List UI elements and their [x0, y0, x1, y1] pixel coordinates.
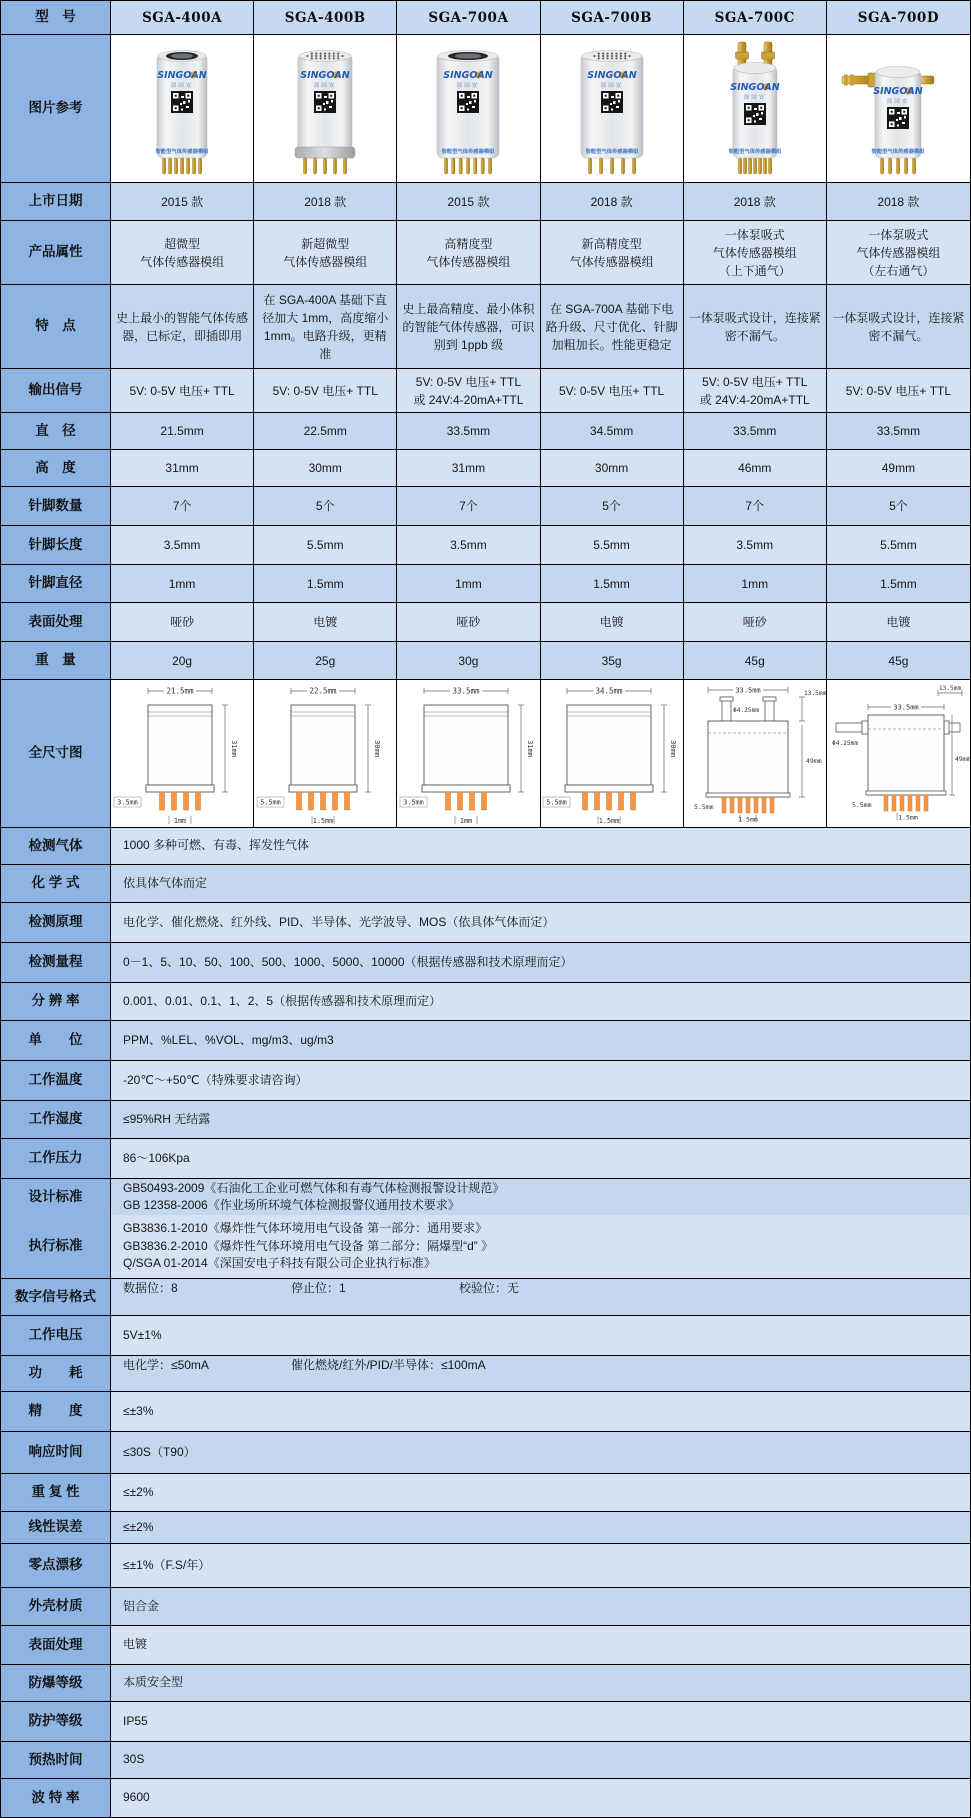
full-spec-row: [1, 903, 970, 943]
spec-value-cell: 电镀: [541, 603, 684, 641]
full-row-value: 数据位：8 停止位：1 校验位：无: [111, 1279, 970, 1315]
full-row-label: 响应时间: [1, 1432, 111, 1473]
full-row-value: ≤±2%: [111, 1474, 970, 1511]
svg-text:30mm: 30mm: [669, 739, 678, 757]
diagram-row-label: 全尺寸图: [1, 680, 111, 827]
full-row-value: 30S: [111, 1742, 970, 1778]
spec-row: [1, 285, 970, 369]
spec-value-cell: 21.5mm: [111, 413, 254, 449]
product-photo-cell: [541, 35, 684, 182]
spec-value-cell: 33.5mm: [684, 413, 827, 449]
full-row-value: 电化学：≤50mA 催化燃烧/红外/PID/半导体：≤100mA: [111, 1356, 970, 1391]
product-photo-SGA-700A: [402, 36, 534, 182]
svg-text:5.5mm: 5.5mm: [694, 802, 714, 811]
full-row-value: 电化学、催化燃烧、红外线、PID、半导体、光学波导、MOS（依具体气体而定）: [111, 903, 970, 942]
dimension-diagram-SGA-700B: [541, 681, 682, 827]
spec-row-label: 特 点: [1, 285, 111, 368]
full-row-label: 防护等级: [1, 1702, 111, 1741]
full-spec-row: [1, 1626, 970, 1665]
spec-row: [1, 450, 970, 487]
svg-text:3.5mm: 3.5mm: [116, 798, 138, 807]
spec-row-label: 上市日期: [1, 183, 111, 220]
svg-text:智能型气体传感器模组: 智能型气体传感器模组: [728, 148, 782, 155]
spec-row: [1, 642, 970, 680]
full-spec-row: [1, 943, 970, 983]
product-photo-cell: [397, 35, 540, 182]
dimension-diagram-SGA-700C: [684, 681, 825, 827]
spec-value-cell: 31mm: [397, 450, 540, 486]
full-spec-row: [1, 1392, 970, 1432]
full-row-value: ≤95%RH 无结露: [111, 1101, 970, 1138]
full-row-label: 零点漂移: [1, 1544, 111, 1587]
full-row-label: 单 位: [1, 1021, 111, 1060]
spec-value-cell: 5.5mm: [254, 526, 397, 564]
spec-value-cell: 高精度型 气体传感器模组: [397, 221, 540, 284]
svg-text:深国安: 深国安: [170, 82, 194, 89]
spec-value-cell: 5V: 0-5V 电压+ TTL: [111, 369, 254, 412]
spec-value-cell: 22.5mm: [254, 413, 397, 449]
spec-value-cell: 31mm: [111, 450, 254, 486]
spec-value-cell: 1.5mm: [541, 565, 684, 602]
full-row-value: ≤±2%: [111, 1512, 970, 1543]
svg-text:智能型气体传感器模组: 智能型气体传感器模组: [871, 148, 925, 155]
spec-value-cell: 超微型 气体传感器模组: [111, 221, 254, 284]
full-row-label: 化 学 式: [1, 865, 111, 902]
dimension-diagram-cell: [397, 680, 540, 827]
full-row-value: 0.001、0.01、0.1、1、2、5（根据传感器和技术原理而定）: [111, 983, 970, 1020]
spec-value-cell: 新高精度型 气体传感器模组: [541, 221, 684, 284]
full-row-value: IP55: [111, 1702, 970, 1741]
full-row-label: 线性误差: [1, 1512, 111, 1543]
spec-value-cell: 2018 款: [684, 183, 827, 220]
spec-value-cell: 哑砂: [684, 603, 827, 641]
product-photo-SGA-400A: [116, 36, 248, 182]
spec-value-cell: 史上最小的智能气体传感器，已标定，即插即用: [111, 285, 254, 368]
svg-text:13.5mm: 13.5mm: [938, 684, 962, 692]
full-row-label: 精 度: [1, 1392, 111, 1431]
svg-text:49mm: 49mm: [806, 756, 822, 765]
full-row-value: PPM、%LEL、%VOL、mg/m3、ug/m3: [111, 1021, 970, 1060]
spec-value-cell: 3.5mm: [111, 526, 254, 564]
svg-text:49mm: 49mm: [954, 754, 971, 763]
svg-text:智能型气体传感器模组: 智能型气体传感器模组: [585, 148, 639, 155]
full-spec-row: [1, 1512, 970, 1544]
svg-text:SINGOAN: SINGOAN: [586, 69, 637, 81]
spec-value-cell: 5个: [541, 487, 684, 525]
svg-text:22.5mm: 22.5mm: [309, 686, 337, 696]
full-spec-row: [1, 828, 970, 865]
full-row-value: 1000 多种可燃、有毒、挥发性气体: [111, 828, 970, 864]
spec-value-cell: 30g: [397, 642, 540, 679]
spec-value-cell: 1.5mm: [254, 565, 397, 602]
svg-text:智能型气体传感器模组: 智能型气体传感器模组: [155, 148, 209, 155]
full-row-label: 数字信号格式: [1, 1279, 111, 1315]
full-row-value: GB3836.1-2010《爆炸性气体环境用电气设备 第一部分：通用要求》 GB3836.2-2010《爆炸性气体环境用电气设备 第二部分：隔爆型“d” 》 Q/SGA 01-2014《深国安电子科技有限公司企业执行标准》: [111, 1215, 970, 1278]
spec-value-cell: 2018 款: [541, 183, 684, 220]
svg-text:13.5mm: 13.5mm: [804, 689, 827, 697]
svg-text:5.5mm: 5.5mm: [546, 798, 567, 807]
full-row-label: 工作压力: [1, 1139, 111, 1178]
spec-value-cell: 1mm: [397, 565, 540, 602]
full-spec-row: [1, 1474, 970, 1512]
spec-row-label: 直 径: [1, 413, 111, 449]
full-spec-row: [1, 1742, 970, 1779]
svg-text:34.5mm: 34.5mm: [595, 686, 623, 696]
product-photo-SGA-700D: [832, 36, 964, 182]
full-row-value: 0－1、5、10、50、100、500、1000、5000、10000（根据传感器和技术原理而定）: [111, 943, 970, 982]
full-row-label: 设计标准: [1, 1179, 111, 1216]
spec-value-cell: 1mm: [684, 565, 827, 602]
full-row-label: 工作温度: [1, 1061, 111, 1100]
spec-value-cell: 34.5mm: [541, 413, 684, 449]
full-row-value: GB50493-2009《石油化工企业可燃气体和有毒气体检测报警设计规范》 GB 12358-2006《作业场所环境气体检测报警仪通用技术要求》: [111, 1179, 970, 1216]
model-header-label: 型 号: [1, 1, 111, 34]
full-row-label: 工作湿度: [1, 1101, 111, 1138]
spec-value-cell: 新超微型 气体传感器模组: [254, 221, 397, 284]
spec-value-cell: 5V: 0-5V 电压+ TTL 或 24V:4-20mA+TTL: [684, 369, 827, 412]
full-spec-row: [1, 1215, 970, 1279]
spec-value-cell: 在 SGA-700A 基础下电路升级、尺寸优化、针脚加粗加长。性能更稳定: [541, 285, 684, 368]
svg-text:SINGOAN: SINGOAN: [300, 69, 350, 81]
svg-text:深国安: 深国安: [887, 98, 910, 105]
product-photo-cell: [684, 35, 827, 182]
spec-value-cell: 7个: [684, 487, 827, 525]
spec-value-cell: 5V: 0-5V 电压+ TTL: [254, 369, 397, 412]
model-name: SGA-400B: [254, 1, 397, 34]
svg-text:深国安: 深国安: [600, 82, 623, 89]
full-spec-row: [1, 1179, 970, 1215]
spec-row: [1, 487, 970, 526]
full-row-value: -20℃～+50℃（特殊要求请咨询）: [111, 1061, 970, 1100]
svg-text:33.5mm: 33.5mm: [452, 686, 480, 696]
full-row-value: 铝合金: [111, 1588, 970, 1625]
spec-value-cell: 45g: [827, 642, 970, 679]
full-spec-row: [1, 983, 970, 1021]
full-row-label: 工作电压: [1, 1316, 111, 1355]
dimension-diagram-cell: [541, 680, 684, 827]
full-spec-row: [1, 1316, 970, 1356]
product-photo-cell: [254, 35, 397, 182]
svg-text:1.5mm: 1.5mm: [898, 813, 918, 821]
spec-value-cell: 1.5mm: [827, 565, 970, 602]
product-photo-SGA-700B: [546, 36, 678, 182]
full-spec-row: [1, 865, 970, 903]
spec-value-cell: 5.5mm: [541, 526, 684, 564]
dimension-diagram-SGA-700A: [398, 681, 539, 827]
full-row-label: 功 耗: [1, 1356, 111, 1391]
spec-value-cell: 5V: 0-5V 电压+ TTL: [827, 369, 970, 412]
full-spec-row: [1, 1702, 970, 1742]
spec-row: [1, 526, 970, 565]
full-row-label: 分 辨 率: [1, 983, 111, 1020]
full-row-value: 9600: [111, 1779, 970, 1817]
svg-text:3.5mm: 3.5mm: [403, 798, 424, 807]
full-row-label: 外壳材质: [1, 1588, 111, 1625]
spec-value-cell: 2018 款: [254, 183, 397, 220]
dimension-diagram-cell: [111, 680, 254, 827]
full-row-label: 波 特 率: [1, 1779, 111, 1817]
svg-text:1.5mm: 1.5mm: [738, 815, 759, 823]
spec-value-cell: 5个: [827, 487, 970, 525]
spec-value-cell: 49mm: [827, 450, 970, 486]
spec-row: [1, 369, 970, 413]
dimension-diagram-SGA-400A: [112, 681, 253, 827]
full-spec-row: [1, 1139, 970, 1179]
svg-text:深国安: 深国安: [313, 82, 337, 89]
spec-value-cell: 一体泵吸式 气体传感器模组 （左右通气）: [827, 221, 970, 284]
svg-text:Φ4.25mm: Φ4.25mm: [831, 739, 858, 747]
spec-value-cell: 45g: [684, 642, 827, 679]
svg-text:深国安: 深国安: [743, 94, 767, 101]
full-row-label: 防爆等级: [1, 1665, 111, 1701]
full-spec-row: [1, 1588, 970, 1626]
full-spec-row: [1, 1101, 970, 1139]
model-name: SGA-700A: [397, 1, 540, 34]
spec-value-cell: 5V: 0-5V 电压+ TTL: [541, 369, 684, 412]
full-row-value: 电镀: [111, 1626, 970, 1664]
svg-text:SINGOAN: SINGOAN: [157, 69, 207, 81]
spec-row-label: 产品属性: [1, 221, 111, 284]
svg-text:33.5mm: 33.5mm: [893, 703, 919, 712]
spec-value-cell: 46mm: [684, 450, 827, 486]
spec-value-cell: 1mm: [111, 565, 254, 602]
svg-text:1.5mm: 1.5mm: [312, 816, 333, 825]
model-name: SGA-400A: [111, 1, 254, 34]
full-row-label: 执行标准: [1, 1215, 111, 1278]
spec-row-label: 输出信号: [1, 369, 111, 412]
spec-value-cell: 电镀: [254, 603, 397, 641]
spec-value-cell: 一体泵吸式设计，连接紧密不漏气。: [827, 285, 970, 368]
full-row-label: 检测量程: [1, 943, 111, 982]
full-row-label: 预热时间: [1, 1742, 111, 1778]
model-name: SGA-700C: [684, 1, 827, 34]
spec-value-cell: 25g: [254, 642, 397, 679]
full-row-label: 检测原理: [1, 903, 111, 942]
spec-value-cell: 3.5mm: [684, 526, 827, 564]
svg-text:SINGOAN: SINGOAN: [873, 85, 924, 97]
spec-value-cell: 20g: [111, 642, 254, 679]
photo-row: [1, 35, 970, 183]
spec-value-cell: 5.5mm: [827, 526, 970, 564]
svg-text:1mm: 1mm: [459, 816, 473, 825]
full-row-label: 表面处理: [1, 1626, 111, 1664]
spec-row-label: 高 度: [1, 450, 111, 486]
spec-value-cell: 3.5mm: [397, 526, 540, 564]
dimension-diagram-cell: [684, 680, 827, 827]
full-row-label: 重 复 性: [1, 1474, 111, 1511]
spec-row: [1, 413, 970, 450]
spec-value-cell: 30mm: [254, 450, 397, 486]
full-row-value: ≤30S（T90）: [111, 1432, 970, 1473]
spec-value-cell: 30mm: [541, 450, 684, 486]
full-row-value: 86～106Kpa: [111, 1139, 970, 1178]
product-photo-SGA-700C: [689, 36, 821, 182]
product-photo-cell: [827, 35, 970, 182]
full-spec-row: [1, 1665, 970, 1702]
full-row-value: 5V±1%: [111, 1316, 970, 1355]
spec-value-cell: 在 SGA-400A 基础下直径加大 1mm，高度缩小 1mm。电路升级，更精准: [254, 285, 397, 368]
full-spec-row: [1, 1061, 970, 1101]
dimension-diagram-SGA-400B: [255, 681, 396, 827]
spec-value-cell: 哑砂: [111, 603, 254, 641]
spec-value-cell: 35g: [541, 642, 684, 679]
spec-value-cell: 2015 款: [111, 183, 254, 220]
svg-text:1.5mm: 1.5mm: [598, 816, 620, 825]
full-spec-row: [1, 1779, 970, 1817]
svg-text:21.5mm: 21.5mm: [166, 686, 194, 696]
svg-text:SINGOAN: SINGOAN: [443, 69, 494, 81]
spec-row: [1, 603, 970, 642]
svg-text:5.5mm: 5.5mm: [260, 798, 281, 807]
spec-value-cell: 2015 款: [397, 183, 540, 220]
product-photo-cell: [111, 35, 254, 182]
model-header-row: [1, 1, 970, 35]
diagram-row: [1, 680, 970, 828]
svg-text:1mm: 1mm: [173, 816, 186, 825]
model-name: SGA-700B: [541, 1, 684, 34]
svg-text:5.5mm: 5.5mm: [851, 800, 872, 809]
full-spec-row: [1, 1021, 970, 1061]
full-spec-row: [1, 1432, 970, 1474]
spec-value-cell: 33.5mm: [397, 413, 540, 449]
full-row-value: ≤±3%: [111, 1392, 970, 1431]
full-row-label: 检测气体: [1, 828, 111, 864]
spec-value-cell: 史上最高精度、最小体积的智能气体传感器，可识别到 1ppb 级: [397, 285, 540, 368]
dimension-diagram-cell: [827, 680, 970, 827]
full-row-value: ≤±1%（F.S/年）: [111, 1544, 970, 1587]
spec-value-cell: 一体泵吸式设计，连接紧密不漏气。: [684, 285, 827, 368]
svg-text:深国安: 深国安: [457, 82, 480, 89]
full-spec-row: [1, 1544, 970, 1588]
spec-value-cell: 5V: 0-5V 电压+ TTL 或 24V:4-20mA+TTL: [397, 369, 540, 412]
spec-value-cell: 一体泵吸式 气体传感器模组 （上下通气）: [684, 221, 827, 284]
full-row-value: 本质安全型: [111, 1665, 970, 1701]
spec-row-label: 表面处理: [1, 603, 111, 641]
spec-value-cell: 7个: [397, 487, 540, 525]
spec-row: [1, 565, 970, 603]
dimension-diagram-SGA-700D: [828, 681, 969, 827]
spec-value-cell: 7个: [111, 487, 254, 525]
photo-row-label: 图片参考: [1, 35, 111, 182]
svg-text:31mm: 31mm: [525, 739, 534, 757]
full-spec-row: [1, 1279, 970, 1316]
full-spec-row: [1, 1356, 970, 1392]
spec-value-cell: 哑砂: [397, 603, 540, 641]
spec-value-cell: 33.5mm: [827, 413, 970, 449]
product-photo-SGA-400B: [259, 36, 391, 182]
svg-text:SINGOAN: SINGOAN: [729, 81, 780, 93]
svg-text:31mm: 31mm: [229, 739, 238, 757]
svg-text:33.5mm: 33.5mm: [735, 686, 761, 695]
spec-row-label: 针脚长度: [1, 526, 111, 564]
spec-row: [1, 183, 970, 221]
full-row-value: 依具体气体而定: [111, 865, 970, 902]
spec-value-cell: 电镀: [827, 603, 970, 641]
dimension-diagram-cell: [254, 680, 397, 827]
svg-text:Φ4.25mm: Φ4.25mm: [733, 706, 760, 714]
svg-text:30mm: 30mm: [372, 739, 381, 757]
spec-row-label: 针脚数量: [1, 487, 111, 525]
spec-row-label: 重 量: [1, 642, 111, 679]
spec-value-cell: 2018 款: [827, 183, 970, 220]
svg-text:智能型气体传感器模组: 智能型气体传感器模组: [441, 148, 495, 155]
spec-row-label: 针脚直径: [1, 565, 111, 602]
model-name: SGA-700D: [827, 1, 970, 34]
spec-value-cell: 5个: [254, 487, 397, 525]
spec-row: [1, 221, 970, 285]
